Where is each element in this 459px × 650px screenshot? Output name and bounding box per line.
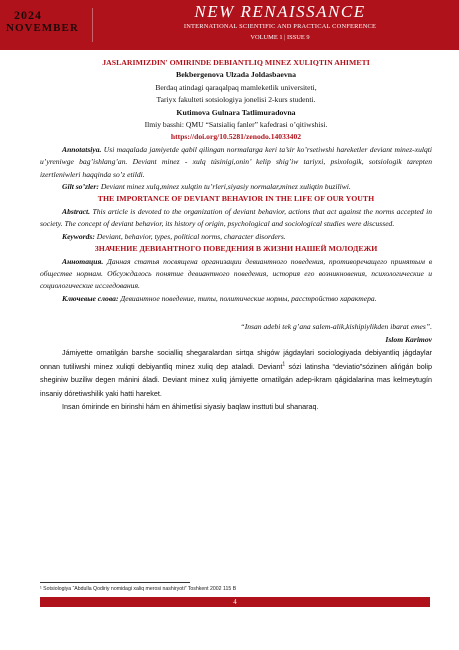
journal-title: NEW RENAISSANCE	[194, 2, 366, 21]
footnote-ref[interactable]: 1	[282, 361, 286, 368]
article-title-ru: ЗНАЧЕНИЕ ДЕВИАНТНОГО ПОВЕДЕНИЯ В ЖИЗНИ НАШЕЙ МОЛОДЕЖИ	[94, 244, 378, 254]
keywords-ru	[40, 293, 432, 305]
article-content	[40, 57, 432, 414]
keywords-uz	[40, 181, 432, 193]
header-month: NOVEMBER	[6, 22, 79, 34]
footnote-rule	[40, 582, 190, 583]
keywords-label: Gilt so’zler:	[62, 182, 99, 192]
affiliation-1-line-2: Tariyx fakulteti sotsiologiya jonelisi 2-kurs studenti.	[156, 95, 316, 105]
keywords-ru-text: Девиантное поведение, типы, политические нормы, расстройство характера.	[118, 293, 377, 303]
epigraph-author: Islom Karimov	[385, 334, 432, 344]
keywords-en	[40, 231, 432, 243]
article-title-uz: JASLARIMIZDIN' OMIRINDE DEBIANTLIQ MINEZ XULIQTIN AHIMETI	[102, 58, 370, 67]
abstract-text: This article is devoted to the organization of deviant behavior, actions that act against the norms accepted in society. The concept of deviant behavior, its history of origin, psychological and sociological studies were discussed.	[40, 206, 432, 229]
body-paragraph-1	[40, 346, 432, 400]
keywords-text: Deviant minez xulq,minez xulqtin tu’rleri,siyasiy normalar,minez xuliqtin buziliwi.	[98, 182, 351, 192]
body-p1-text: Jámiyette ornatilgán barshe socialliq shegaralardan sirtqa shigów jágdaylari sociologiyada debiyantliq jágdaylar onnan tutiliwshi minez xuliqti debiyantliq minez xuliq dep ataladi. Deviant	[40, 347, 432, 371]
annotation-ru-text: Данная статья посвящена организации девиантного поведения, противоречащего принятым в обществе нормам. Обсуждалось понятие девиантного поведения, история его возникновения, психологические и социологические исследования.	[40, 256, 432, 291]
keywords-ru-label: Ключевые слова:	[62, 293, 119, 303]
journal-volume: VOLUME 1 | ISSUE 9	[250, 34, 310, 41]
journal-header	[0, 0, 459, 50]
abstract-en	[40, 206, 432, 231]
epigraph: “Insan adebi tek g’ana salem-alik,kishipiylikden ibarat emes”.	[240, 322, 432, 332]
header-divider	[92, 8, 93, 42]
article-title-en: THE IMPORTANCE OF DEVIANT BEHAVIOR IN THE LIFE OF OUR YOUTH	[97, 194, 375, 204]
doi-link[interactable]: https://doi.org/10.5281/zenodo.14033402	[170, 132, 302, 142]
annotation-ru	[40, 256, 432, 293]
keywords-en-text: Deviant, behavior, types, political norms, character disorders.	[94, 231, 286, 241]
header-year: 2024	[14, 8, 42, 22]
body-text	[40, 346, 432, 414]
annotation-ru-label: Аннотация.	[62, 256, 104, 266]
journal-subtitle: INTERNATIONAL SCIENTIFIC AND PRACTICAL CONFERENCE	[183, 23, 377, 30]
body-p1-cont: sózi latinsha “deviatio”sózinen alińgán bolip sheginiw buziliw degen mánini áladi. Deviant minez xuliq jámiyette ornatilgán adep-ikram qá́gidalarina mas kelmeytugín insaniy dóretiwshilik yaki hatti hareket.	[40, 361, 432, 398]
keywords-en-label: Keywords:	[62, 231, 95, 241]
author-2: Kutimova Gulnara Tatlimuradovna	[176, 107, 296, 117]
annotation-label: Annotatsiya.	[62, 144, 102, 154]
page-number: 4	[233, 598, 237, 606]
affiliation-2: Ilmiy basshi: QMU “Satsialiq fanler” kafedrasi o’qitiwshisi.	[144, 120, 328, 130]
affiliation-1-line-1: Berdaq atindagi qaraqalpaq mamleketlik universiteti,	[155, 82, 317, 92]
annotation-text: Usi maqalada jamiyetde qabil qilingan normalarga keri ta’sir ko’rsetiwshi hareketler deviant minez-xulqti u’yreniwge bag’ishlang’an. Deviant minez - xulq túsinigi,onin’ kelip shig’iw tariyxi, psixologik, sotsiologik tarepten izertleniwleri haqqinda so’z etildi.	[40, 144, 432, 179]
annotation-uz	[40, 144, 432, 181]
page-number-bar	[40, 597, 430, 607]
author-1: Bekbergenova Ulzada Joldasbaevna	[176, 70, 296, 80]
footnote: ¹ Sotsiologiya “Abdulla Qodiriy nomidagi xaliq merosi nashiryoti” Toshkent 2002 115 B	[40, 586, 237, 592]
body-paragraph-2: Insan ómirinde en birinshi hám en áhimetlisi siyasiy baqlaw insttuti bul shanaraq.	[62, 402, 319, 412]
abstract-label: Abstract.	[62, 206, 91, 216]
